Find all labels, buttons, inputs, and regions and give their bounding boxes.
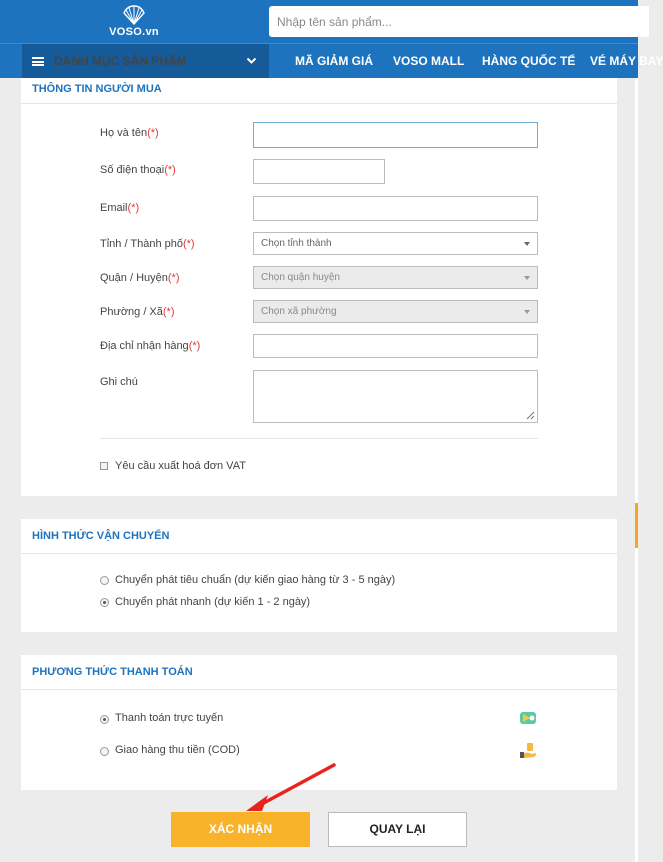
- payment-online-radio[interactable]: [100, 715, 109, 724]
- ward-label: Phường / Xã(*): [100, 306, 175, 318]
- payment-cod-label: Giao hàng thu tiền (COD): [115, 744, 240, 756]
- logo-text: VOSO.vn: [109, 26, 159, 38]
- confirm-button[interactable]: XÁC NHẬN: [171, 812, 310, 847]
- shell-logo-icon: [121, 5, 147, 25]
- email-label: Email(*): [100, 202, 140, 214]
- resize-grip-icon[interactable]: [526, 411, 535, 420]
- note-label: Ghi chú: [100, 376, 138, 388]
- online-payment-icon: [518, 708, 538, 728]
- dropdown-caret-icon: [524, 276, 530, 280]
- red-arrow-annotation: [238, 755, 344, 815]
- side-panel-edge: [635, 78, 638, 862]
- back-button[interactable]: QUAY LẠI: [328, 812, 467, 847]
- phone-input[interactable]: [253, 159, 385, 184]
- province-select-value: Chọn tỉnh thành: [261, 238, 332, 249]
- category-menu-button[interactable]: [22, 44, 269, 79]
- district-label: Quận / Huyện(*): [100, 272, 180, 284]
- address-label: Địa chỉ nhận hàng(*): [100, 340, 201, 352]
- shipping-express-label: Chuyển phát nhanh (dự kiến 1 - 2 ngày): [115, 596, 311, 608]
- vat-checkbox[interactable]: [100, 462, 108, 470]
- ward-select-value: Chọn xã phường: [261, 306, 337, 317]
- top-header: [0, 0, 638, 43]
- nav-link-voso-mall[interactable]: VOSO MALL: [393, 54, 465, 68]
- payment-title: PHƯƠNG THỨC THANH TOÁN: [21, 655, 617, 690]
- ward-select[interactable]: [253, 300, 538, 323]
- shipping-standard-label: Chuyển phát tiêu chuẩn (dự kiến giao hàng từ 3 - 5 ngày): [115, 574, 396, 586]
- name-label: Họ và tên(*): [100, 127, 159, 139]
- province-label: Tỉnh / Thành phố(*): [100, 238, 195, 250]
- side-panel-accent: [635, 503, 638, 548]
- search-input[interactable]: [269, 6, 649, 37]
- note-textarea[interactable]: [253, 370, 538, 423]
- shipping-title: HÌNH THỨC VẬN CHUYỂN: [21, 519, 617, 554]
- main-navbar: [0, 43, 663, 78]
- name-input[interactable]: [253, 122, 538, 148]
- buyer-info-panel: [21, 78, 617, 496]
- district-select[interactable]: [253, 266, 538, 289]
- payment-online-label: Thanh toán trực tuyến: [115, 712, 224, 724]
- category-menu-label: DANH MỤC SẢN PHẨM: [54, 54, 187, 68]
- nav-link-flight-tickets[interactable]: VÉ MÁY BAY: [590, 54, 663, 68]
- shipping-panel: [21, 519, 617, 632]
- cash-on-delivery-icon: [518, 740, 538, 760]
- email-input[interactable]: [253, 196, 538, 221]
- chevron-down-icon: [246, 55, 257, 66]
- nav-link-voucher[interactable]: MÃ GIẢM GIÁ: [295, 54, 373, 68]
- phone-label: Số điện thoại(*): [100, 164, 176, 176]
- dropdown-caret-icon: [524, 242, 530, 246]
- vat-label: Yêu cầu xuất hoá đơn VAT: [115, 460, 246, 472]
- shipping-standard-radio[interactable]: [100, 576, 109, 585]
- shipping-express-radio[interactable]: [100, 598, 109, 607]
- district-select-value: Chọn quận huyện: [261, 272, 340, 283]
- address-input[interactable]: [253, 334, 538, 358]
- section-divider: [100, 438, 538, 439]
- payment-cod-radio[interactable]: [100, 747, 109, 756]
- search-box[interactable]: [269, 6, 649, 37]
- province-select[interactable]: [253, 232, 538, 255]
- buyer-info-title: THÔNG TIN NGƯỜI MUA: [21, 78, 617, 104]
- voso-logo[interactable]: [104, 5, 164, 41]
- dropdown-caret-icon: [524, 310, 530, 314]
- hamburger-icon: [32, 57, 44, 66]
- nav-link-international[interactable]: HÀNG QUỐC TẾ: [482, 54, 576, 68]
